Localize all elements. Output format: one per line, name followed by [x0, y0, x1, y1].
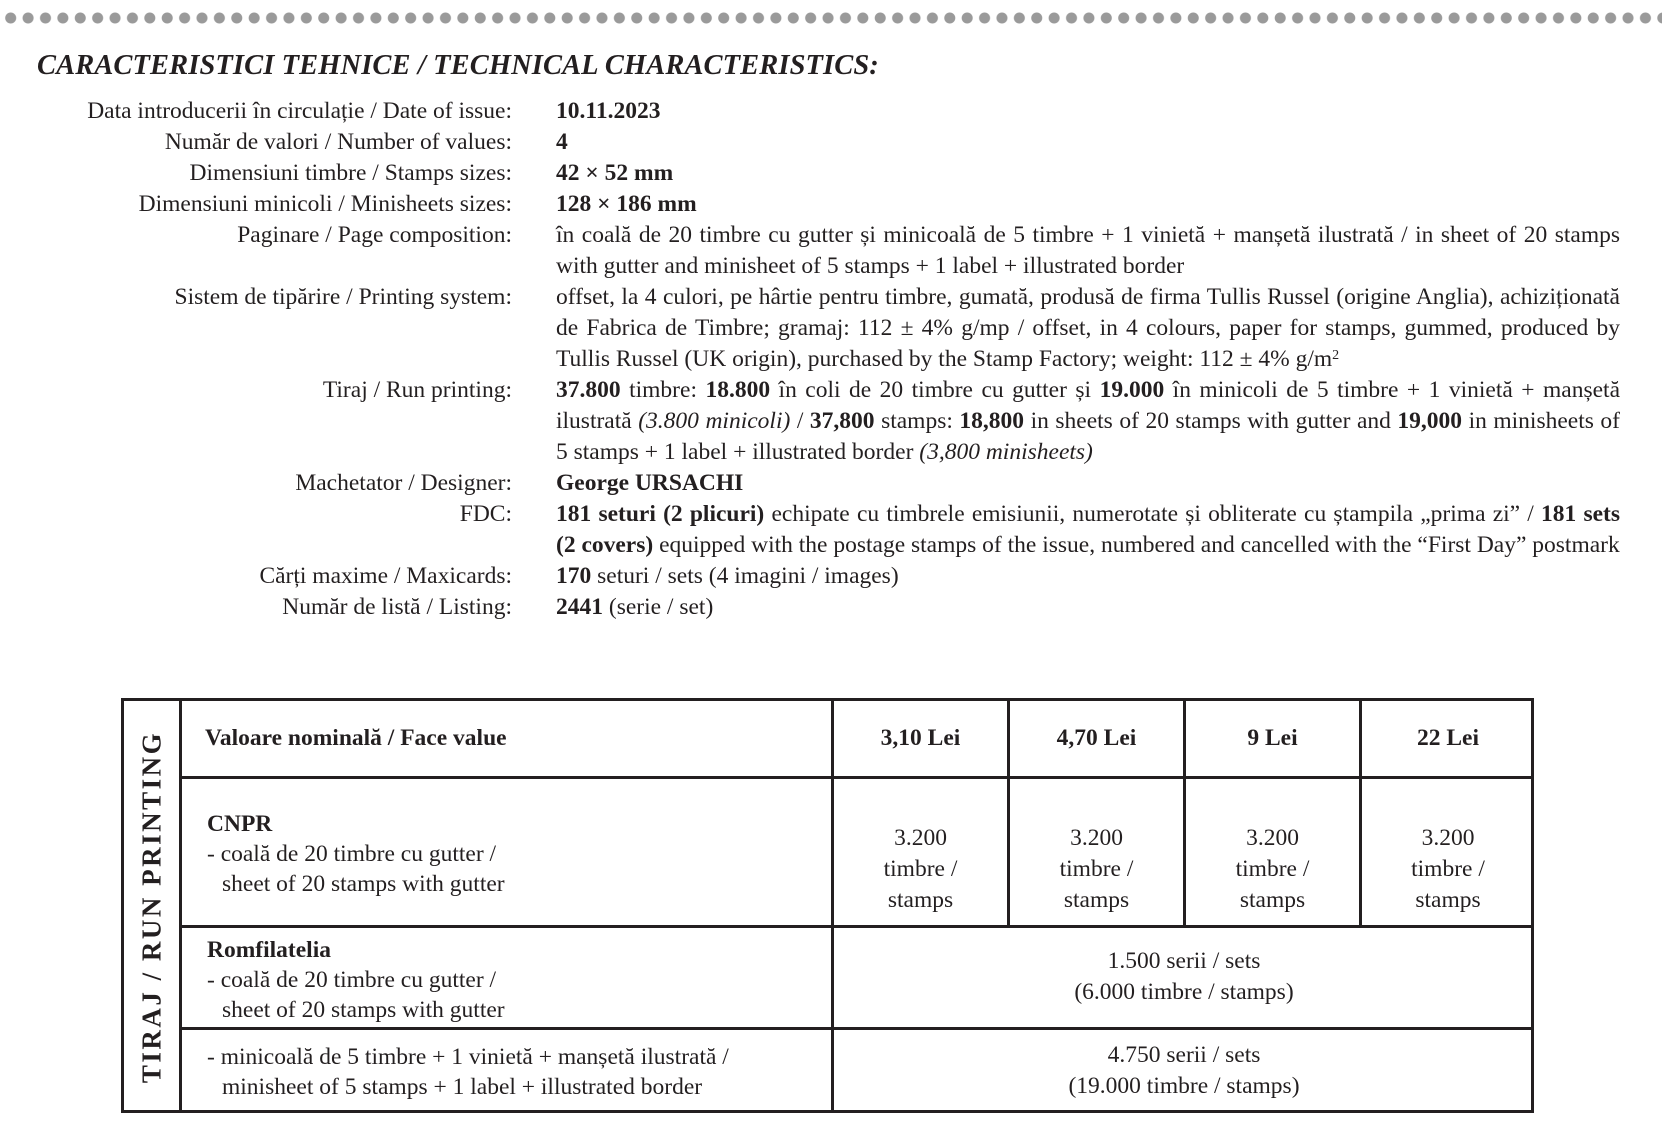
spec-row-stamp-size: [0, 158, 1662, 189]
qty-line: 3.200: [1421, 825, 1475, 851]
run-total-en: 37,800: [809, 408, 875, 434]
minisheet-line: - minicoală de 5 timbre + 1 vinietă + manșetă ilustrată /: [207, 1044, 729, 1070]
qty-line: 1.500 serii / sets: [1107, 948, 1261, 974]
spec-label: Machetator / Designer:: [295, 470, 512, 496]
printing-text: offset, la 4 culori, pe hârtie pentru timbre, gumată, produsă de firma Tullis Russel (origine Anglia), achiziționată de Fabrica de Timbre; gramaj: 112 ± 4% g/mp / offset, in 4 colours, paper for stamps, gummed, produced by Tullis Russel (UK origin), purchased by the Stamp Factory; weight: 112 ± 4% g/m: [556, 284, 1620, 372]
cnpr-qty-cell: [1186, 823, 1359, 916]
maxicards-count: 170: [556, 563, 592, 589]
cnpr-qty-cell: [834, 823, 1007, 916]
run-note: (3,800 minisheets): [919, 439, 1093, 465]
run-text: in sheets of 20 stamps with gutter and: [1024, 408, 1398, 434]
qty-line: timbre /: [1411, 856, 1485, 882]
spec-value: [556, 375, 1620, 468]
spec-row-fdc: [0, 499, 1662, 561]
spec-value: [556, 561, 1620, 592]
fdc-text: echipate cu timbrele emisiunii, numerotate și obliterate cu ștampila „prima zi” /: [764, 501, 1542, 527]
spec-row-values: [0, 127, 1662, 158]
qty-line: 3.200: [1246, 825, 1299, 851]
spec-row-run: [0, 375, 1662, 468]
maxicards-text: seturi / sets (4 imagini / images): [591, 563, 899, 589]
spec-label: FDC:: [459, 501, 512, 527]
cnpr-line: sheet of 20 stamps with gutter: [222, 871, 505, 897]
romfilatelia-line: sheet of 20 stamps with gutter: [222, 997, 505, 1023]
qty-line: 3.200: [1070, 825, 1123, 851]
specs-list: [0, 96, 1662, 623]
romfilatelia-line: - coală de 20 timbre cu gutter /: [207, 967, 497, 993]
spec-label: Paginare / Page composition:: [237, 222, 512, 248]
spec-label: Dimensiuni minicoli / Minisheets sizes:: [138, 191, 512, 217]
spec-row-maxicards: [0, 561, 1662, 592]
run-printing-table: [121, 698, 1534, 1113]
spec-value: [556, 592, 1620, 623]
spec-label: Data introducerii în circulație / Date of issue:: [87, 98, 512, 124]
run-text: in minisheets of 5 stamps + 1 label + illustrated border: [556, 408, 1620, 465]
spec-row-listing: [0, 592, 1662, 623]
spec-value: George URSACHI: [556, 470, 744, 496]
dotted-separator: [0, 11, 1662, 25]
run-sheets-ro: 18.800: [705, 377, 771, 403]
face-value-col: 22 Lei: [1416, 725, 1479, 751]
fdc-count-ro: 181 seturi (2 plicuri): [556, 501, 765, 527]
spec-value: [556, 499, 1620, 561]
spec-row-designer: [0, 468, 1662, 499]
qty-line: timbre /: [1235, 856, 1310, 882]
spec-row-printing: [0, 282, 1662, 375]
qty-line: stamps: [887, 887, 954, 913]
run-text: în coli de 20 timbre cu gutter și: [770, 377, 1100, 403]
face-value-col: 4,70 Lei: [1056, 725, 1137, 751]
run-minisheets-ro: 19.000: [1099, 377, 1165, 403]
face-value-col: 9 Lei: [1247, 725, 1298, 751]
run-text: în minicoli de 5 timbre + 1 vinietă + manșetă ilustrată: [556, 377, 1621, 434]
spec-label: Sistem de tipărire / Printing system:: [174, 284, 512, 310]
run-text: /: [790, 408, 810, 434]
spec-value: [556, 282, 1620, 375]
spec-label: Număr de listă / Listing:: [282, 594, 512, 620]
qty-line: timbre /: [883, 856, 958, 882]
spec-row-date: [0, 96, 1662, 127]
run-total-ro: 37.800: [556, 377, 621, 403]
romfilatelia-qty-cell: [834, 946, 1534, 1008]
row-divider: [182, 925, 1531, 928]
fdc-count-en: 181 sets (2 covers): [556, 501, 1621, 558]
spec-value: 4: [556, 129, 568, 155]
spec-value: 10.11.2023: [556, 98, 661, 124]
spec-label: Dimensiuni timbre / Stamps sizes:: [189, 160, 512, 186]
qty-line: 3.200: [894, 825, 947, 851]
cnpr-description: [207, 809, 505, 899]
qty-line: stamps: [1239, 887, 1306, 913]
run-text: stamps:: [874, 408, 960, 434]
minisheet-qty-cell: [834, 1040, 1534, 1102]
run-minisheets-en: 19,000: [1397, 408, 1463, 434]
minisheet-line: minisheet of 5 stamps + 1 label + illustrated border: [222, 1074, 703, 1100]
face-value-header: Valoare nominală / Face value: [205, 725, 507, 751]
row-divider: [182, 776, 1531, 779]
romfilatelia-title: Romfilatelia: [207, 937, 331, 963]
cnpr-qty-cell: [1010, 823, 1183, 916]
row-divider: [182, 1027, 1531, 1030]
listing-text: (serie / set): [603, 594, 714, 620]
run-note: (3.800 minicoli): [638, 408, 791, 434]
cnpr-line: - coală de 20 timbre cu gutter /: [207, 841, 497, 867]
table-side-bar: [124, 701, 182, 1110]
romfilatelia-description: [207, 935, 505, 1025]
superscript: 2: [1332, 348, 1340, 363]
run-sheets-en: 18,800: [959, 408, 1025, 434]
face-value-col: 3,10 Lei: [880, 725, 961, 751]
spec-label: Cărți maxime / Maxicards:: [259, 563, 512, 589]
qty-line: 4.750 serii / sets: [1107, 1042, 1261, 1068]
spec-value: în coală de 20 timbre cu gutter și minicoală de 5 timbre + 1 vinietă + manșetă ilustrată / in sheet of 20 stamps with gutter and minisheet of 5 stamps + 1 label + illustrated border: [556, 222, 1620, 279]
spec-row-page: [0, 220, 1662, 282]
section-heading: CARACTERISTICI TEHNICE / TECHNICAL CHARACTERISTICS:: [37, 50, 879, 81]
listing-number: 2441: [556, 594, 603, 620]
table-side-label: TIRAJ / RUN PRINTING: [136, 730, 167, 1084]
spec-label: Tiraj / Run printing:: [322, 377, 512, 403]
qty-line: (19.000 timbre / stamps): [1068, 1073, 1300, 1099]
cnpr-title: CNPR: [207, 811, 273, 837]
spec-label: Număr de valori / Number of values:: [164, 129, 512, 155]
qty-line: (6.000 timbre / stamps): [1074, 979, 1294, 1005]
qty-line: stamps: [1063, 887, 1130, 913]
qty-line: timbre /: [1059, 856, 1134, 882]
cnpr-qty-cell: [1362, 823, 1534, 916]
spec-value: 128 × 186 mm: [556, 191, 697, 217]
minisheet-description: [207, 1042, 729, 1102]
qty-line: stamps: [1415, 887, 1481, 913]
spec-value: 42 × 52 mm: [556, 160, 674, 186]
spec-row-minisheet-size: [0, 189, 1662, 220]
fdc-text: equipped with the postage stamps of the issue, numbered and cancelled with the “First Day” postmark: [653, 532, 1620, 558]
run-text: timbre:: [620, 377, 706, 403]
